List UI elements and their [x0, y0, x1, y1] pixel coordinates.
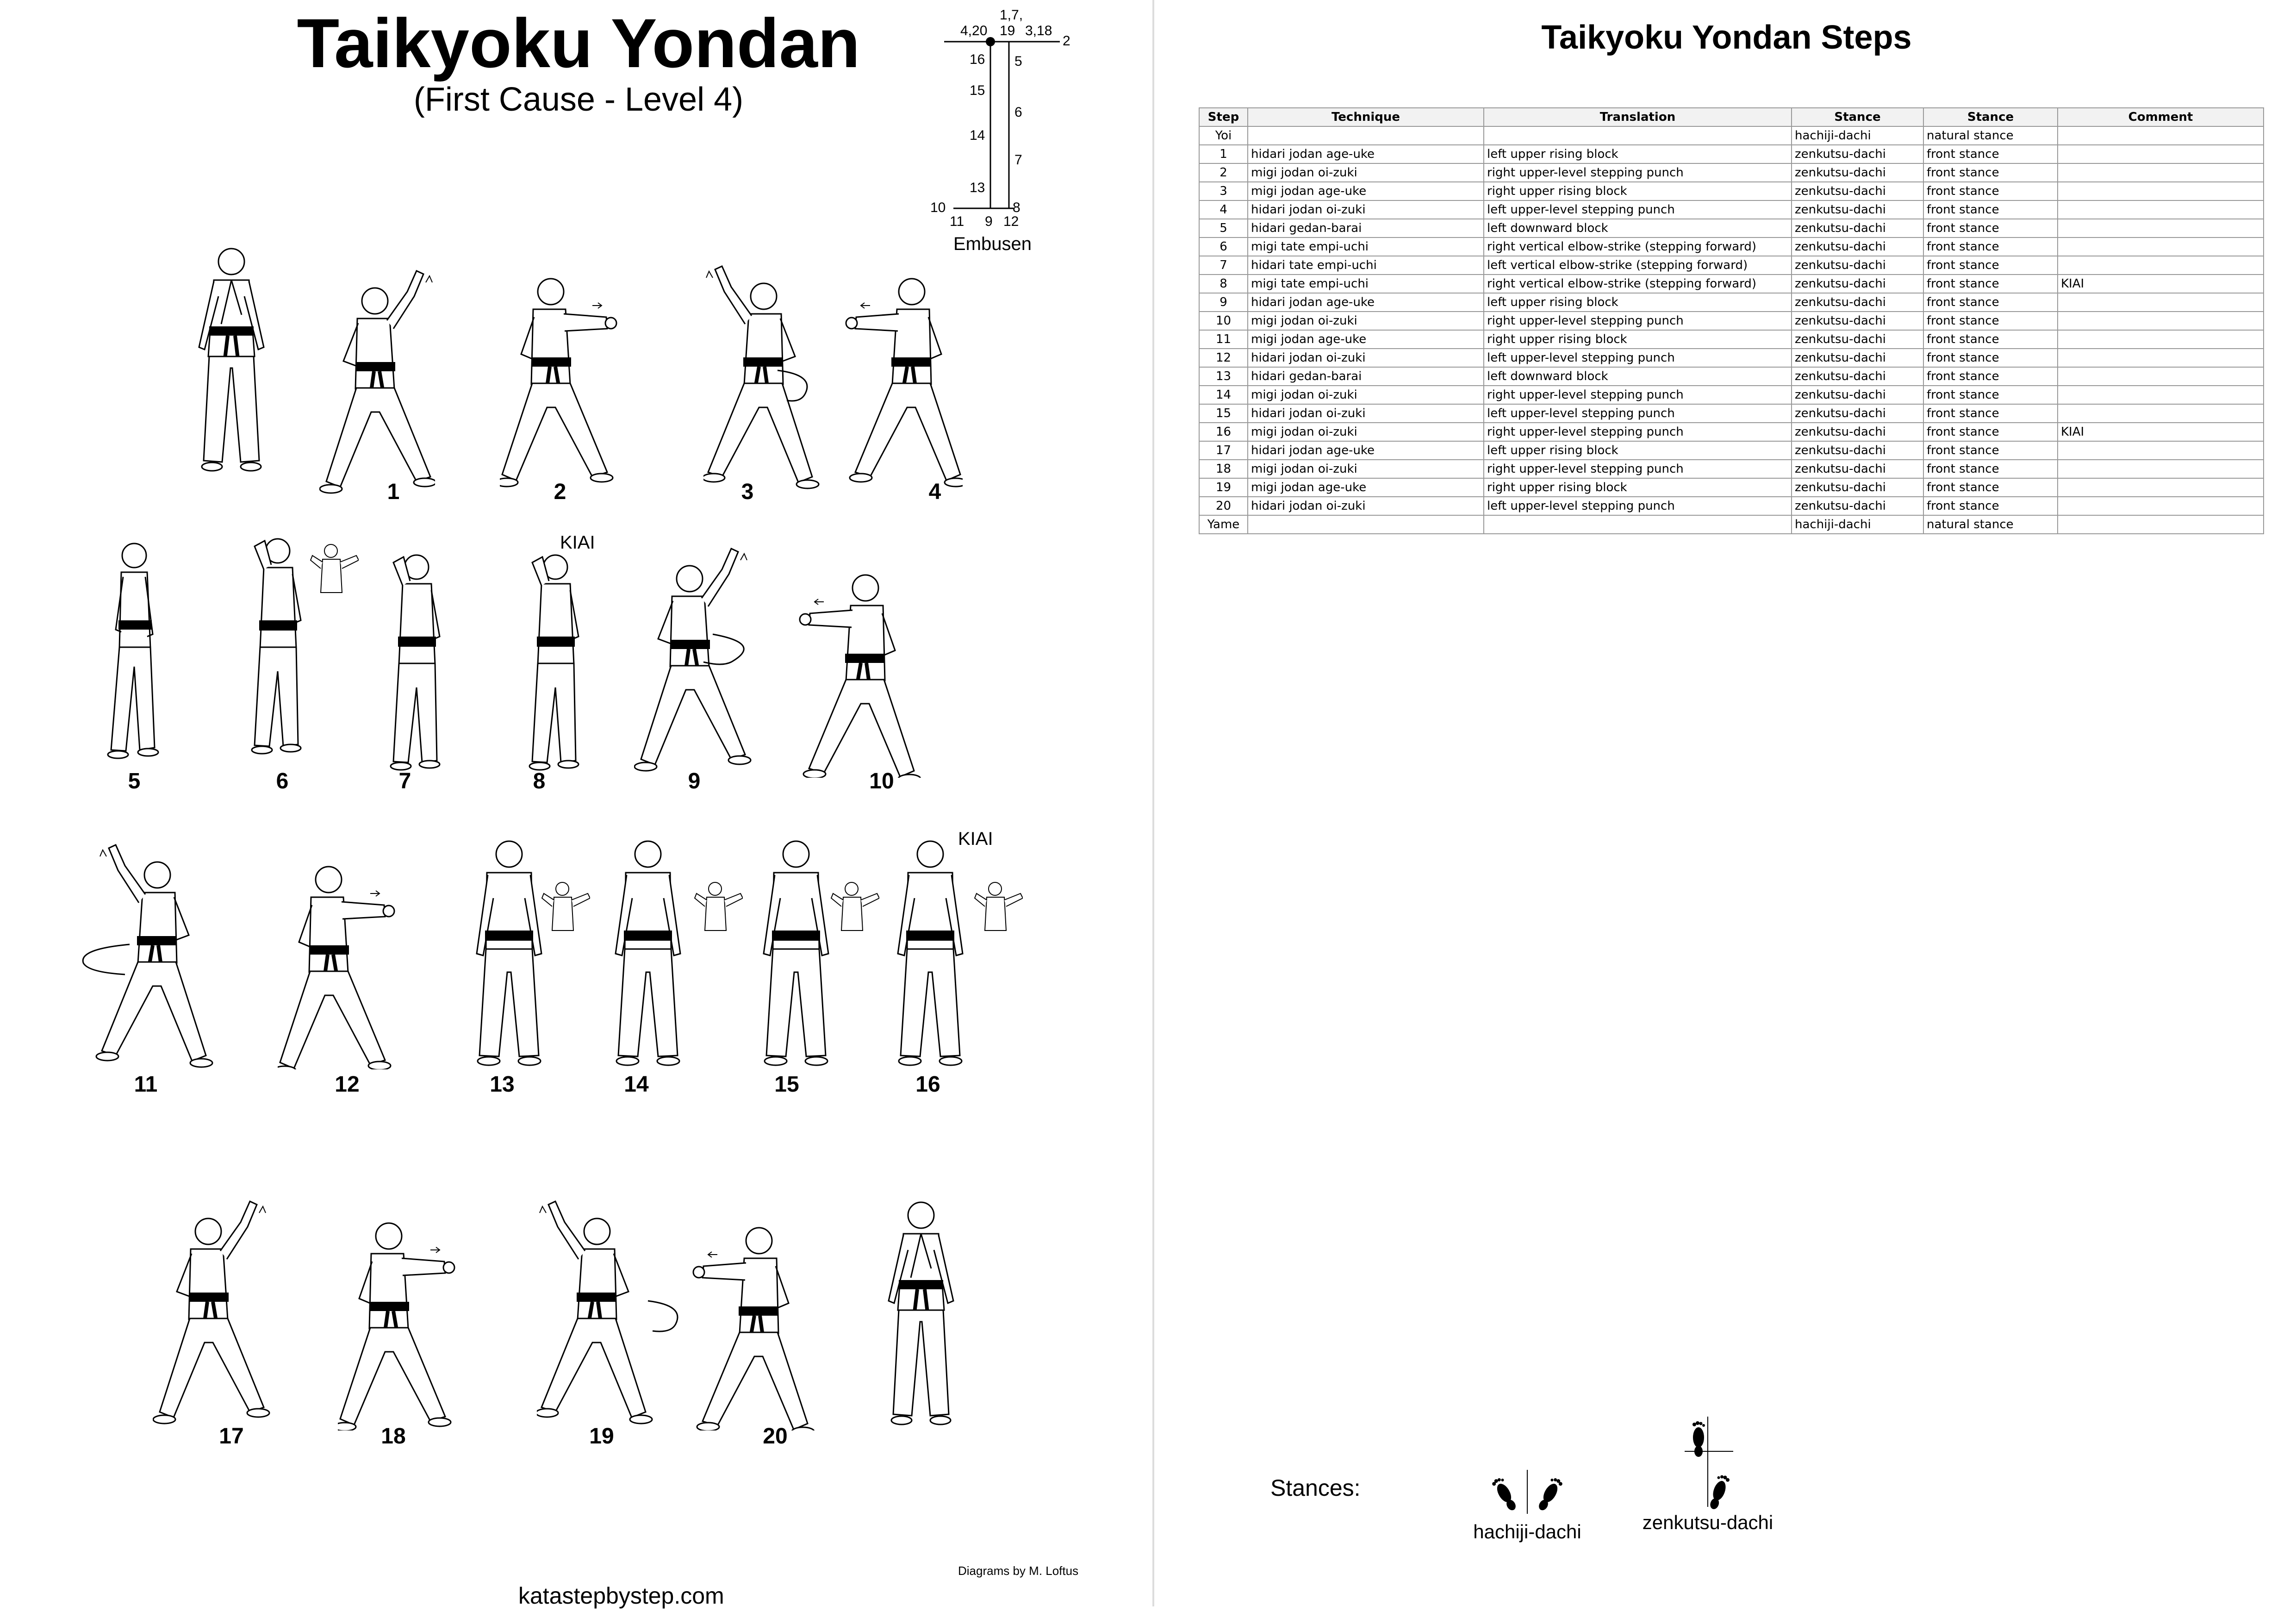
table-row [1199, 478, 2264, 497]
figure-step-13 [463, 838, 555, 1069]
table-cell: right upper rising block [1484, 330, 1792, 349]
table-cell: migi jodan oi-zuki [1248, 460, 1484, 478]
table-cell: KIAI [2058, 423, 2264, 441]
table-cell: hachiji-dachi [1792, 515, 1923, 534]
figure-step-20 [685, 1208, 824, 1430]
table-cell: left upper-level stepping punch [1484, 349, 1792, 367]
table-cell [2058, 293, 2264, 312]
table-cell: hachiji-dachi [1792, 126, 1923, 145]
table-cell: zenkutsu-dachi [1792, 367, 1923, 386]
table-cell: 12 [1199, 349, 1248, 367]
table-cell: zenkutsu-dachi [1792, 423, 1923, 441]
table-cell: left upper rising block [1484, 145, 1792, 163]
embusen-label-4-20: 4,20 [960, 23, 988, 38]
table-cell: zenkutsu-dachi [1792, 182, 1923, 200]
figure-step-1 [319, 264, 435, 495]
table-row [1199, 386, 2264, 404]
table-cell: zenkutsu-dachi [1792, 237, 1923, 256]
table-cell: front stance [1923, 256, 2058, 275]
table-body [1199, 126, 2264, 534]
step-number: 11 [134, 1072, 158, 1097]
table-row [1199, 349, 2264, 367]
stance-hachiji-label: hachiji-dachi [1473, 1521, 1581, 1543]
column-header: Translation [1484, 108, 1792, 126]
table-cell: zenkutsu-dachi [1792, 386, 1923, 404]
table-cell: front stance [1923, 441, 2058, 460]
embusen-label-15: 15 [970, 83, 985, 98]
step-number: 13 [490, 1072, 515, 1097]
table-cell: hidari jodan age-uke [1248, 441, 1484, 460]
figure-step-4 [842, 259, 963, 491]
table-cell: 18 [1199, 460, 1248, 478]
table-cell: left upper rising block [1484, 441, 1792, 460]
table-cell: migi jodan oi-zuki [1248, 312, 1484, 330]
table-cell: 4 [1199, 200, 1248, 219]
table-cell: 17 [1199, 441, 1248, 460]
table-cell: hidari gedan-barai [1248, 367, 1484, 386]
table-cell: Yoi [1199, 126, 1248, 145]
step-number: 16 [915, 1072, 940, 1097]
figure-step-11 [74, 838, 222, 1069]
figure-step-14-inset [692, 877, 743, 937]
column-header: Stance [1792, 108, 1923, 126]
column-header: Stance [1923, 108, 2058, 126]
table-cell: hidari jodan age-uke [1248, 145, 1484, 163]
table-row [1199, 275, 2264, 293]
table-cell: natural stance [1923, 515, 2058, 534]
table-cell: front stance [1923, 497, 2058, 515]
figure-step-2 [500, 259, 620, 491]
figure-step-5 [97, 537, 171, 764]
table-cell: right upper rising block [1484, 182, 1792, 200]
table-cell: front stance [1923, 349, 2058, 367]
figure-step-15 [750, 838, 842, 1069]
diagram-credit: Diagrams by M. Loftus [958, 1564, 1079, 1578]
website-link[interactable]: katastepbystep.com [518, 1583, 724, 1609]
table-cell [2058, 163, 2264, 182]
table-cell [2058, 478, 2264, 497]
table-cell: front stance [1923, 478, 2058, 497]
hachiji-footprints-icon [1453, 1468, 1601, 1518]
figure-ready-stance [185, 241, 278, 477]
step-number: 18 [381, 1424, 406, 1449]
embusen-label-5: 5 [1014, 54, 1022, 69]
column-header: Step [1199, 108, 1248, 126]
table-row [1199, 515, 2264, 534]
table-row [1199, 126, 2264, 145]
embusen-label-13: 13 [970, 180, 985, 195]
table-cell: right upper rising block [1484, 478, 1792, 497]
table-cell: front stance [1923, 275, 2058, 293]
table-cell: 2 [1199, 163, 1248, 182]
table-cell: front stance [1923, 423, 2058, 441]
table-cell [2058, 126, 2264, 145]
step-number: 1 [387, 480, 400, 504]
table-cell: right vertical elbow-strike (stepping forward) [1484, 237, 1792, 256]
step-number: 20 [763, 1424, 788, 1449]
table-cell [2058, 256, 2264, 275]
stance-zenkutsu-diagram [1634, 1417, 1782, 1537]
table-cell [2058, 312, 2264, 330]
table-cell: 8 [1199, 275, 1248, 293]
table-cell: front stance [1923, 312, 2058, 330]
table-cell [2058, 237, 2264, 256]
table-cell [2058, 386, 2264, 404]
page-subtitle: (First Cause - Level 4) [413, 81, 744, 118]
table-cell: zenkutsu-dachi [1792, 349, 1923, 367]
table-cell: right upper-level stepping punch [1484, 163, 1792, 182]
page-divider [1152, 0, 1154, 1606]
table-cell: 14 [1199, 386, 1248, 404]
table-cell: hidari jodan age-uke [1248, 293, 1484, 312]
table-cell: natural stance [1923, 126, 2058, 145]
table-row [1199, 497, 2264, 515]
step-number: 17 [219, 1424, 244, 1449]
table-cell [2058, 497, 2264, 515]
table-cell [2058, 219, 2264, 237]
page-title: Taikyoku Yondan [297, 4, 860, 82]
figure-step-8 [514, 553, 597, 780]
table-cell: hidari jodan oi-zuki [1248, 497, 1484, 515]
table-row [1199, 145, 2264, 163]
table-row [1199, 423, 2264, 441]
figure-step-9 [634, 542, 773, 773]
table-cell: front stance [1923, 386, 2058, 404]
embusen-label-3-18: 3,18 [1025, 23, 1052, 38]
table-row [1199, 200, 2264, 219]
column-header: Comment [2058, 108, 2264, 126]
step-number: 15 [774, 1072, 799, 1097]
table-cell: migi jodan oi-zuki [1248, 386, 1484, 404]
table-cell: hidari tate empi-uchi [1248, 256, 1484, 275]
table-cell: Yame [1199, 515, 1248, 534]
table-cell: front stance [1923, 460, 2058, 478]
table-cell: front stance [1923, 182, 2058, 200]
table-row [1199, 182, 2264, 200]
table-row [1199, 219, 2264, 237]
table-cell: migi jodan oi-zuki [1248, 423, 1484, 441]
step-number: 6 [276, 769, 289, 793]
table-cell: 1 [1199, 145, 1248, 163]
table-row [1199, 330, 2264, 349]
table-cell: right vertical elbow-strike (stepping forward) [1484, 275, 1792, 293]
table-cell: hidari jodan oi-zuki [1248, 404, 1484, 423]
table-cell: migi jodan age-uke [1248, 478, 1484, 497]
table-cell [2058, 367, 2264, 386]
figure-step-3 [703, 259, 842, 491]
table-cell: 6 [1199, 237, 1248, 256]
figure-step-15-inset [828, 877, 879, 937]
embusen-label-8: 8 [1013, 200, 1020, 215]
table-row [1199, 404, 2264, 423]
table-cell: front stance [1923, 163, 2058, 182]
table-cell [1248, 515, 1484, 534]
table-cell [1248, 126, 1484, 145]
table-cell [2058, 460, 2264, 478]
table-cell: hidari jodan oi-zuki [1248, 349, 1484, 367]
embusen-label-6: 6 [1014, 105, 1022, 120]
stance-hachiji-diagram [1453, 1468, 1601, 1542]
table-cell: zenkutsu-dachi [1792, 404, 1923, 423]
table-cell [2058, 515, 2264, 534]
table-cell [1484, 126, 1792, 145]
table-row [1199, 237, 2264, 256]
table-cell: front stance [1923, 404, 2058, 423]
figure-step-6 [236, 537, 319, 764]
table-cell: front stance [1923, 200, 2058, 219]
table-cell: 13 [1199, 367, 1248, 386]
kiai-label: KIAI [958, 829, 993, 849]
step-number: 4 [928, 480, 941, 504]
embusen-label-14: 14 [970, 128, 985, 143]
zenkutsu-footprints-icon [1634, 1417, 1782, 1509]
table-cell [2058, 349, 2264, 367]
embusen-caption: Embusen [953, 234, 1032, 254]
table-cell: left downward block [1484, 219, 1792, 237]
table-cell: 20 [1199, 497, 1248, 515]
table-row [1199, 460, 2264, 478]
table-cell: left vertical elbow-strike (stepping forward) [1484, 256, 1792, 275]
table-cell: zenkutsu-dachi [1792, 163, 1923, 182]
figure-step-7 [375, 553, 458, 780]
table-cell: left upper-level stepping punch [1484, 200, 1792, 219]
table-cell [2058, 330, 2264, 349]
step-number: 12 [335, 1072, 360, 1097]
table-cell: 3 [1199, 182, 1248, 200]
table-cell [1484, 515, 1792, 534]
table-cell: zenkutsu-dachi [1792, 145, 1923, 163]
table-cell: zenkutsu-dachi [1792, 497, 1923, 515]
step-number: 2 [554, 480, 566, 504]
table-cell: left upper-level stepping punch [1484, 404, 1792, 423]
table-cell: 10 [1199, 312, 1248, 330]
embusen-label-9: 9 [985, 214, 993, 229]
table-cell: front stance [1923, 293, 2058, 312]
table-cell: left downward block [1484, 367, 1792, 386]
table-cell: zenkutsu-dachi [1792, 219, 1923, 237]
table-cell: KIAI [2058, 275, 2264, 293]
table-cell: left upper rising block [1484, 293, 1792, 312]
step-number: 7 [398, 769, 411, 793]
table-cell: front stance [1923, 330, 2058, 349]
step-number: 3 [741, 480, 754, 504]
table-cell [2058, 441, 2264, 460]
table-cell: zenkutsu-dachi [1792, 441, 1923, 460]
table-cell: front stance [1923, 219, 2058, 237]
table-cell: zenkutsu-dachi [1792, 200, 1923, 219]
figure-step-16-inset [972, 877, 1023, 937]
table-cell: 9 [1199, 293, 1248, 312]
table-cell: front stance [1923, 237, 2058, 256]
table-cell: zenkutsu-dachi [1792, 330, 1923, 349]
table-cell: right upper-level stepping punch [1484, 423, 1792, 441]
table-cell: zenkutsu-dachi [1792, 293, 1923, 312]
table-header-row [1199, 108, 2264, 126]
table-cell: hidari gedan-barai [1248, 219, 1484, 237]
table-cell: hidari jodan oi-zuki [1248, 200, 1484, 219]
table-cell: 5 [1199, 219, 1248, 237]
table-cell: 11 [1199, 330, 1248, 349]
table-row [1199, 441, 2264, 460]
table-row [1199, 312, 2264, 330]
figure-yame-stance [870, 1194, 972, 1430]
table-cell: front stance [1923, 367, 2058, 386]
table-cell [2058, 145, 2264, 163]
embusen-label-2: 2 [1063, 33, 1070, 49]
figure-step-13-inset [539, 877, 590, 937]
table-cell: migi tate empi-uchi [1248, 237, 1484, 256]
table-cell: left upper-level stepping punch [1484, 497, 1792, 515]
table-cell [2058, 404, 2264, 423]
stances-legend-label: Stances: [1270, 1475, 1361, 1501]
table-cell: 15 [1199, 404, 1248, 423]
step-number: 14 [624, 1072, 649, 1097]
table-cell: right upper-level stepping punch [1484, 386, 1792, 404]
table-row [1199, 367, 2264, 386]
step-number: 10 [869, 769, 894, 793]
figure-step-12 [278, 847, 417, 1069]
table-cell [2058, 182, 2264, 200]
step-number: 8 [533, 769, 546, 793]
table-cell: zenkutsu-dachi [1792, 275, 1923, 293]
step-number: 19 [589, 1424, 614, 1449]
figure-step-10 [796, 556, 921, 778]
table-cell: right upper-level stepping punch [1484, 460, 1792, 478]
table-cell: zenkutsu-dachi [1792, 312, 1923, 330]
table-cell: migi jodan age-uke [1248, 182, 1484, 200]
embusen-label-11: 11 [950, 214, 964, 229]
figure-step-17 [153, 1194, 273, 1426]
embusen-diagram [916, 9, 1092, 259]
table-row [1199, 256, 2264, 275]
steps-table-title: Taikyoku Yondan Steps [1541, 19, 1912, 56]
figure-step-16 [884, 838, 977, 1069]
table-cell: zenkutsu-dachi [1792, 256, 1923, 275]
embusen-label-12: 12 [1003, 214, 1019, 229]
stance-zenkutsu-label: zenkutsu-dachi [1642, 1512, 1773, 1533]
table-cell: zenkutsu-dachi [1792, 460, 1923, 478]
table-row [1199, 293, 2264, 312]
table-cell: migi tate empi-uchi [1248, 275, 1484, 293]
embusen-label-19: 19 [1000, 23, 1015, 38]
kiai-label: KIAI [560, 532, 595, 553]
table-cell: right upper-level stepping punch [1484, 312, 1792, 330]
table-cell: 7 [1199, 256, 1248, 275]
table-cell: migi jodan oi-zuki [1248, 163, 1484, 182]
table-cell [2058, 200, 2264, 219]
embusen-label-10: 10 [930, 200, 946, 215]
table-row [1199, 163, 2264, 182]
step-number: 5 [128, 769, 141, 793]
embusen-label-16: 16 [970, 52, 985, 67]
table-cell: 16 [1199, 423, 1248, 441]
embusen-label-7: 7 [1014, 152, 1022, 168]
embusen-label-1-7: 1,7, [1000, 9, 1023, 23]
table-cell: 19 [1199, 478, 1248, 497]
steps-table [1199, 107, 2264, 534]
step-number: 9 [688, 769, 701, 793]
figure-step-19 [537, 1194, 685, 1426]
figure-step-14 [602, 838, 694, 1069]
figure-step-18 [338, 1204, 472, 1430]
column-header: Technique [1248, 108, 1484, 126]
table-cell: front stance [1923, 145, 2058, 163]
table-cell: migi jodan age-uke [1248, 330, 1484, 349]
table-cell: zenkutsu-dachi [1792, 478, 1923, 497]
figure-step-6-inset [308, 537, 359, 602]
